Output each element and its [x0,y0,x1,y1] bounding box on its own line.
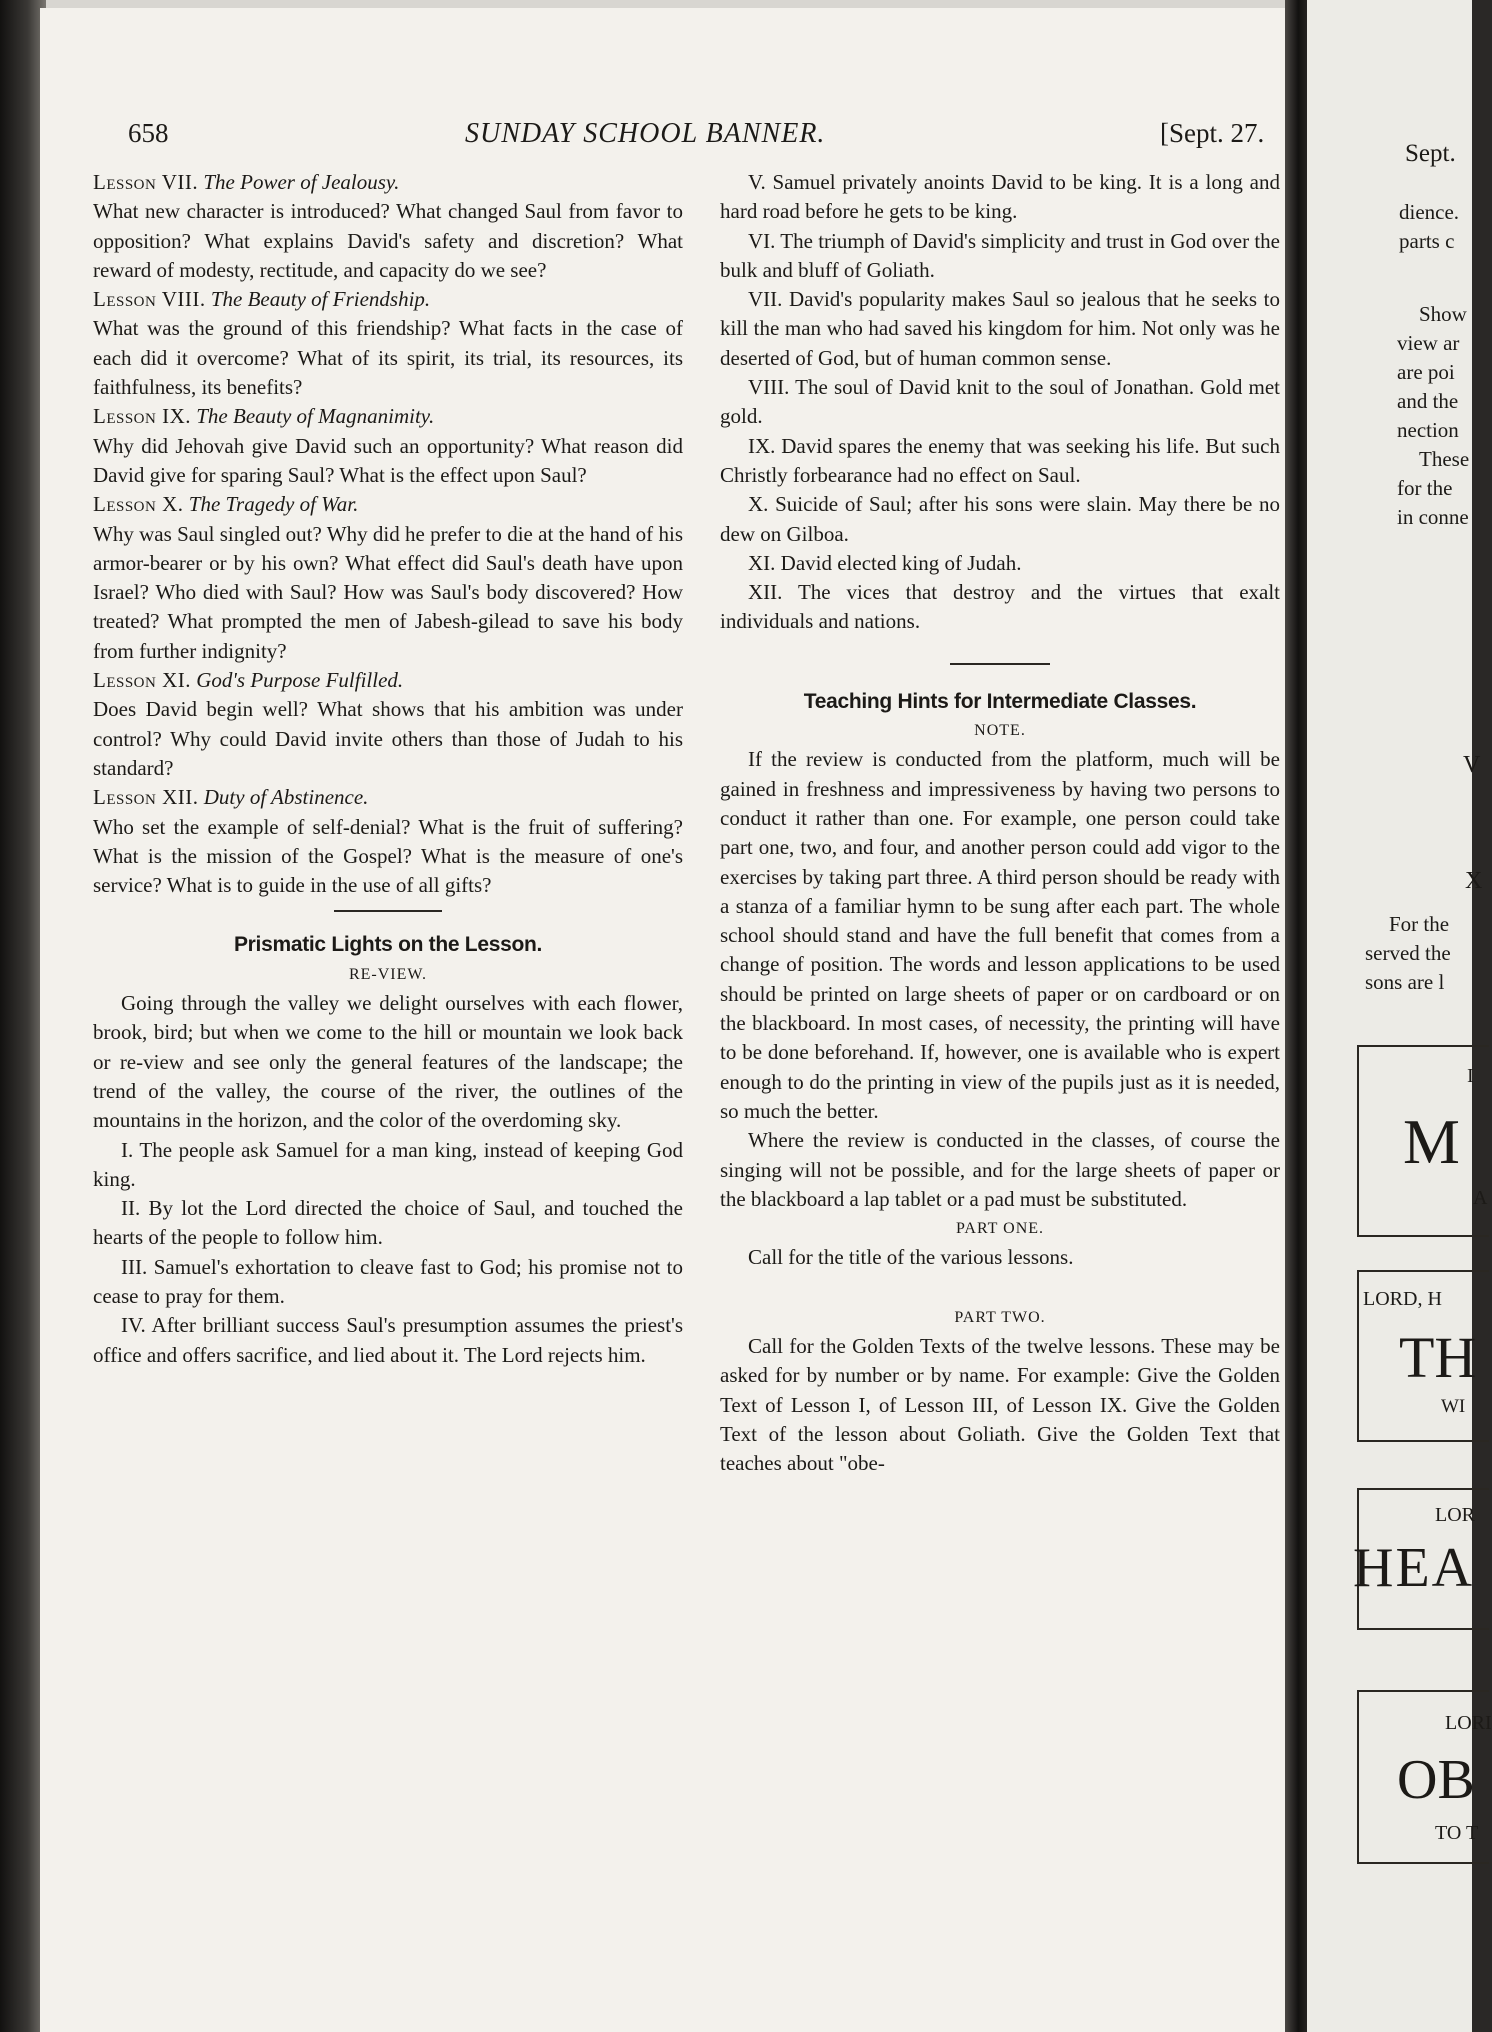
ad-headline: OB [1397,1749,1475,1811]
advertisement-box [1357,1045,1489,1237]
facing-text: and the [1397,389,1459,413]
lesson-block [93,783,683,900]
facing-text: are poi [1397,360,1455,384]
ad-text: WI [1441,1396,1466,1417]
lesson-questions: Why was Saul singled out? Why did he prefer to die at the hand of his armor-bearer or by his own? What effect did Saul's death have upon Israel? Who died with Saul? How was Saul's body discovered? How treated? What prompted the men of Jabesh-gilead to save his body from further indignity? [93,521,683,663]
part-heading: PART TWO. [954,1308,1046,1326]
review-point: IV. After brilliant success Saul's presumption assumes the priest's office and offers sacrifice, and lied about it. The Lord rejects him. [93,1313,683,1367]
lesson-number: Lesson VII. [93,170,199,194]
ad-text: LORD, H [1363,1288,1442,1310]
ad-headline: M [1403,1106,1460,1177]
review-point: XII. The vices that destroy and the virtues that exalt individuals and nations. [720,580,1280,634]
lesson-title: Duty of Abstinence. [203,785,369,810]
review-point: VII. David's popularity makes Saul so jealous that he seeks to kill the man who had saved his kingdom for him. Not only was he deserted of God, but of human common sense. [720,287,1280,370]
review-point: VIII. The soul of David knit to the soul of Jonathan. Gold met gold. [720,375,1280,429]
review-point: X. Suicide of Saul; after his sons were slain. May there be no dew on Gilboa. [720,492,1280,546]
section-title: Prismatic Lights on the Lesson. [233,933,543,957]
section-subtitle: RE-VIEW. [348,965,428,983]
lesson-number: Lesson X. [93,492,184,517]
review-point: XI. David elected king of Judah. [748,550,1022,575]
lesson-number: Lesson IX. [93,404,191,429]
facing-text: sons are l [1365,970,1445,994]
ad-headline: HEA [1353,1537,1475,1599]
lesson-title: The Beauty of Magnanimity. [196,404,435,429]
note-label: NOTE. [974,722,1026,740]
section-divider [334,910,442,912]
ad-headline: TH [1399,1325,1477,1390]
body-paragraph: Call for the Golden Texts of the twelve lessons. These may be asked for by number or by name. For example: Give the Golden Text of Lesson I, of Lesson III, of Lesson IX. Give the Golden Text of the lesson about Goliath. Give the Golden Text that teaches about "obe- [720,1333,1280,1476]
lesson-heading [93,490,683,519]
facing-text: These [1419,447,1470,471]
lesson-heading [93,666,683,695]
lesson-block [93,666,683,783]
right-column [720,168,1280,1478]
lesson-block [93,402,683,490]
facing-text: For the [1389,912,1450,936]
facing-text: V [1463,752,1481,778]
advertisement-box [1353,1488,1489,1630]
lesson-heading [93,783,683,812]
advertisement-box [1357,1270,1489,1442]
lesson-heading [93,168,683,197]
lesson-number: Lesson XI. [93,668,191,693]
page-gutter [1285,0,1307,2032]
facing-text: for the [1397,476,1453,500]
lesson-questions: Why did Jehovah give David such an opportunity? What reason did David give for sparing Saul? What is the effect upon Saul? [93,433,683,487]
lesson-questions: Does David begin well? What shows that his ambition was under control? Why could David invite others than those of Judah to his standard? [93,697,683,780]
lesson-questions: What was the ground of this friendship? What facts in the case of each did it overcome? What of its spirit, its trial, its resources, its faithfulness, its benefits? [93,316,683,400]
part-heading: PART ONE. [955,1220,1045,1238]
ad-text: TO T [1435,1822,1479,1844]
lesson-block [93,285,683,402]
running-date: [Sept. 27. [1160,118,1265,148]
ad-text: A [1473,1187,1488,1209]
facing-text: served the [1365,941,1451,965]
ad-text: LOR [1435,1504,1475,1526]
facing-text: nection [1397,418,1459,442]
lesson-title: The Power of Jealousy. [203,170,400,194]
lesson-number: Lesson VIII. [93,287,206,312]
lesson-title: The Tragedy of War. [188,492,359,517]
body-paragraph: If the review is conducted from the platform, much will be gained in freshness and impressiveness by having two persons to conduct it rather than one. For example, one person could take part one, two, and four, and another person could add vigor to the exercises by taking part three. A third person should be ready with a stanza of a familiar hymn to be sung after each part. The whole school should stand and have the full benefit that comes from a change of position. The words and lesson applications to be used should be printed on large sheets of paper or on cardboard or on the blackboard. In most cases, of necessity, the printing will have to be done beforehand. If, however, one is available who is expert enough to do the printing in view of the pupils just as it is needed, so much the better. [720,747,1280,1123]
review-point: I. The people ask Samuel for a man king, instead of keeping God king. [93,1137,683,1191]
section-divider [950,663,1050,665]
lesson-questions: What new character is introduced? What changed Saul from favor to opposition? What explains David's safety and discretion? What reward of modesty, rectitude, and capacity do we see? [93,199,683,282]
lesson-block [93,490,683,666]
page-number: 658 [128,118,169,148]
facing-text: dience. [1399,200,1460,224]
body-paragraph: Where the review is conducted in the classes, of course the singing will not be possible, and for the large sheets of paper or the blackboard a lap tablet or a pad must be substituted. [720,1128,1280,1211]
facing-page [1307,0,1492,2032]
review-point: V. Samuel privately anoints David to be king. It is a long and hard road before he gets to be king. [720,170,1280,224]
body-paragraph: Going through the valley we delight ourselves with each flower, brook, bird; but when we come to the hill or mountain we look back or re-view and see only the general features of the landscape; the trend of the valley, the course of the river, the outlines of the mountains in the horizon, and the color of the overdoming sky. [93,991,683,1133]
body-paragraph: Call for the title of the various lessons. [748,1245,1074,1270]
left-column [93,168,683,1370]
advertisement-box [1357,1690,1492,1864]
lesson-block [93,168,683,285]
lesson-number: Lesson XII. [93,785,199,810]
lesson-title: God's Purpose Fulfilled. [196,668,404,693]
ad-text: LORI [1445,1712,1492,1734]
facing-text: X [1465,868,1483,894]
review-point: IX. David spares the enemy that was seeking his life. But such Christly forbearance had no effect on Saul. [720,433,1280,487]
lesson-title: The Beauty of Friendship. [210,287,431,312]
review-point: VI. The triumph of David's simplicity and trust in God over the bulk and bluff of Goliath. [720,228,1280,282]
lesson-heading [93,285,683,314]
facing-text: parts c [1399,229,1455,253]
facing-page-header: Sept. [1405,140,1456,167]
running-title: SUNDAY SCHOOL BANNER. [465,118,826,149]
facing-text: Show [1419,302,1467,326]
facing-text: in conne [1397,505,1469,529]
review-point: II. By lot the Lord directed the choice of Saul, and touched the hearts of the people to follow him. [93,1196,683,1250]
ad-text: I [1467,1065,1474,1087]
section-title: Teaching Hints for Intermediate Classes. [803,689,1197,713]
lesson-questions: Who set the example of self-denial? What is the fruit of suffering? What is the mission of the Gospel? What is the measure of one's service? What is to guide in the use of all gifts? [93,814,683,898]
review-point: III. Samuel's exhortation to cleave fast to God; his promise not to cease to pray for them. [93,1254,683,1308]
lesson-heading [93,402,683,431]
facing-text: view ar [1397,331,1460,355]
